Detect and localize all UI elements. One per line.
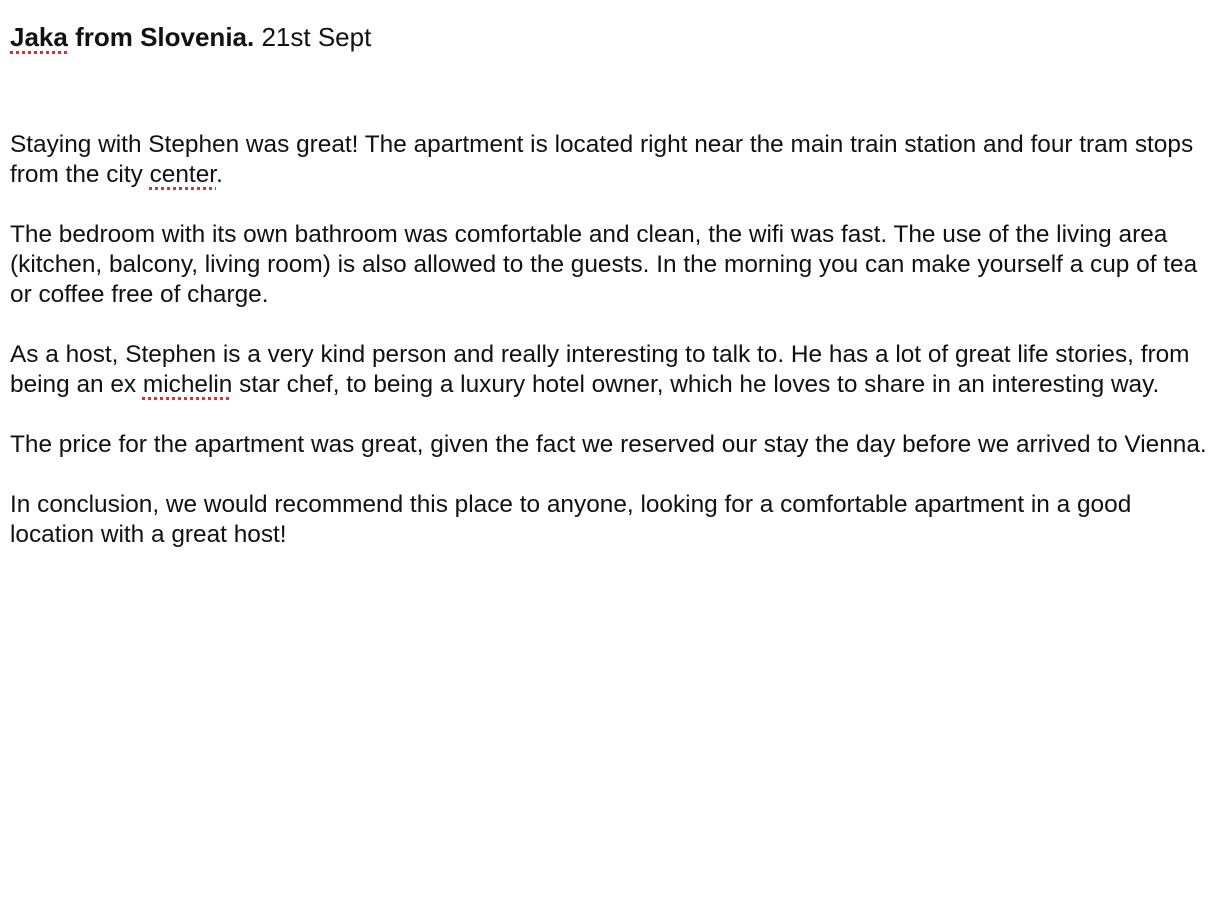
review-header	[10, 22, 1222, 52]
paragraph-location	[10, 130, 1222, 190]
spellcheck-flagged-word[interactable]: center	[149, 161, 217, 188]
spellcheck-flagged-word[interactable]: Jaka	[10, 22, 68, 52]
paragraph-conclusion: In conclusion, we would recommend this place to anyone, looking for a comfortable apartment in a good location with a great host!	[10, 491, 1132, 548]
paragraph-price: The price for the apartment was great, given the fact we reserved our stay the day before we arrived to Vienna.	[10, 431, 1207, 458]
author-origin: from Slovenia.	[67, 22, 255, 52]
paragraph-text: .	[216, 161, 223, 188]
spellcheck-flagged-word[interactable]: michelin	[142, 371, 233, 398]
review-date: 21st Sept	[254, 22, 372, 52]
document-page	[10, 22, 1222, 580]
paragraph-room: The bedroom with its own bathroom was comfortable and clean, the wifi was fast. The use of the living area (kitchen, balcony, living room) is also allowed to the guests. In the morning you can make yourself a cup of tea or coffee free of charge.	[10, 221, 1198, 308]
paragraph-host	[10, 340, 1222, 400]
paragraph-text: As a host, Stephen is a very kind person and really interesting to talk to. He has a lot of great life stories, from being an ex	[10, 341, 1190, 398]
paragraph-text: star chef, to being a luxury hotel owner, which he loves to share in an interesting way.	[232, 371, 1160, 398]
paragraph-text: Staying with Stephen was great! The apartment is located right near the main train station and four tram stops from the city	[10, 131, 1194, 188]
review-author	[10, 22, 254, 52]
review-body	[10, 130, 1222, 550]
